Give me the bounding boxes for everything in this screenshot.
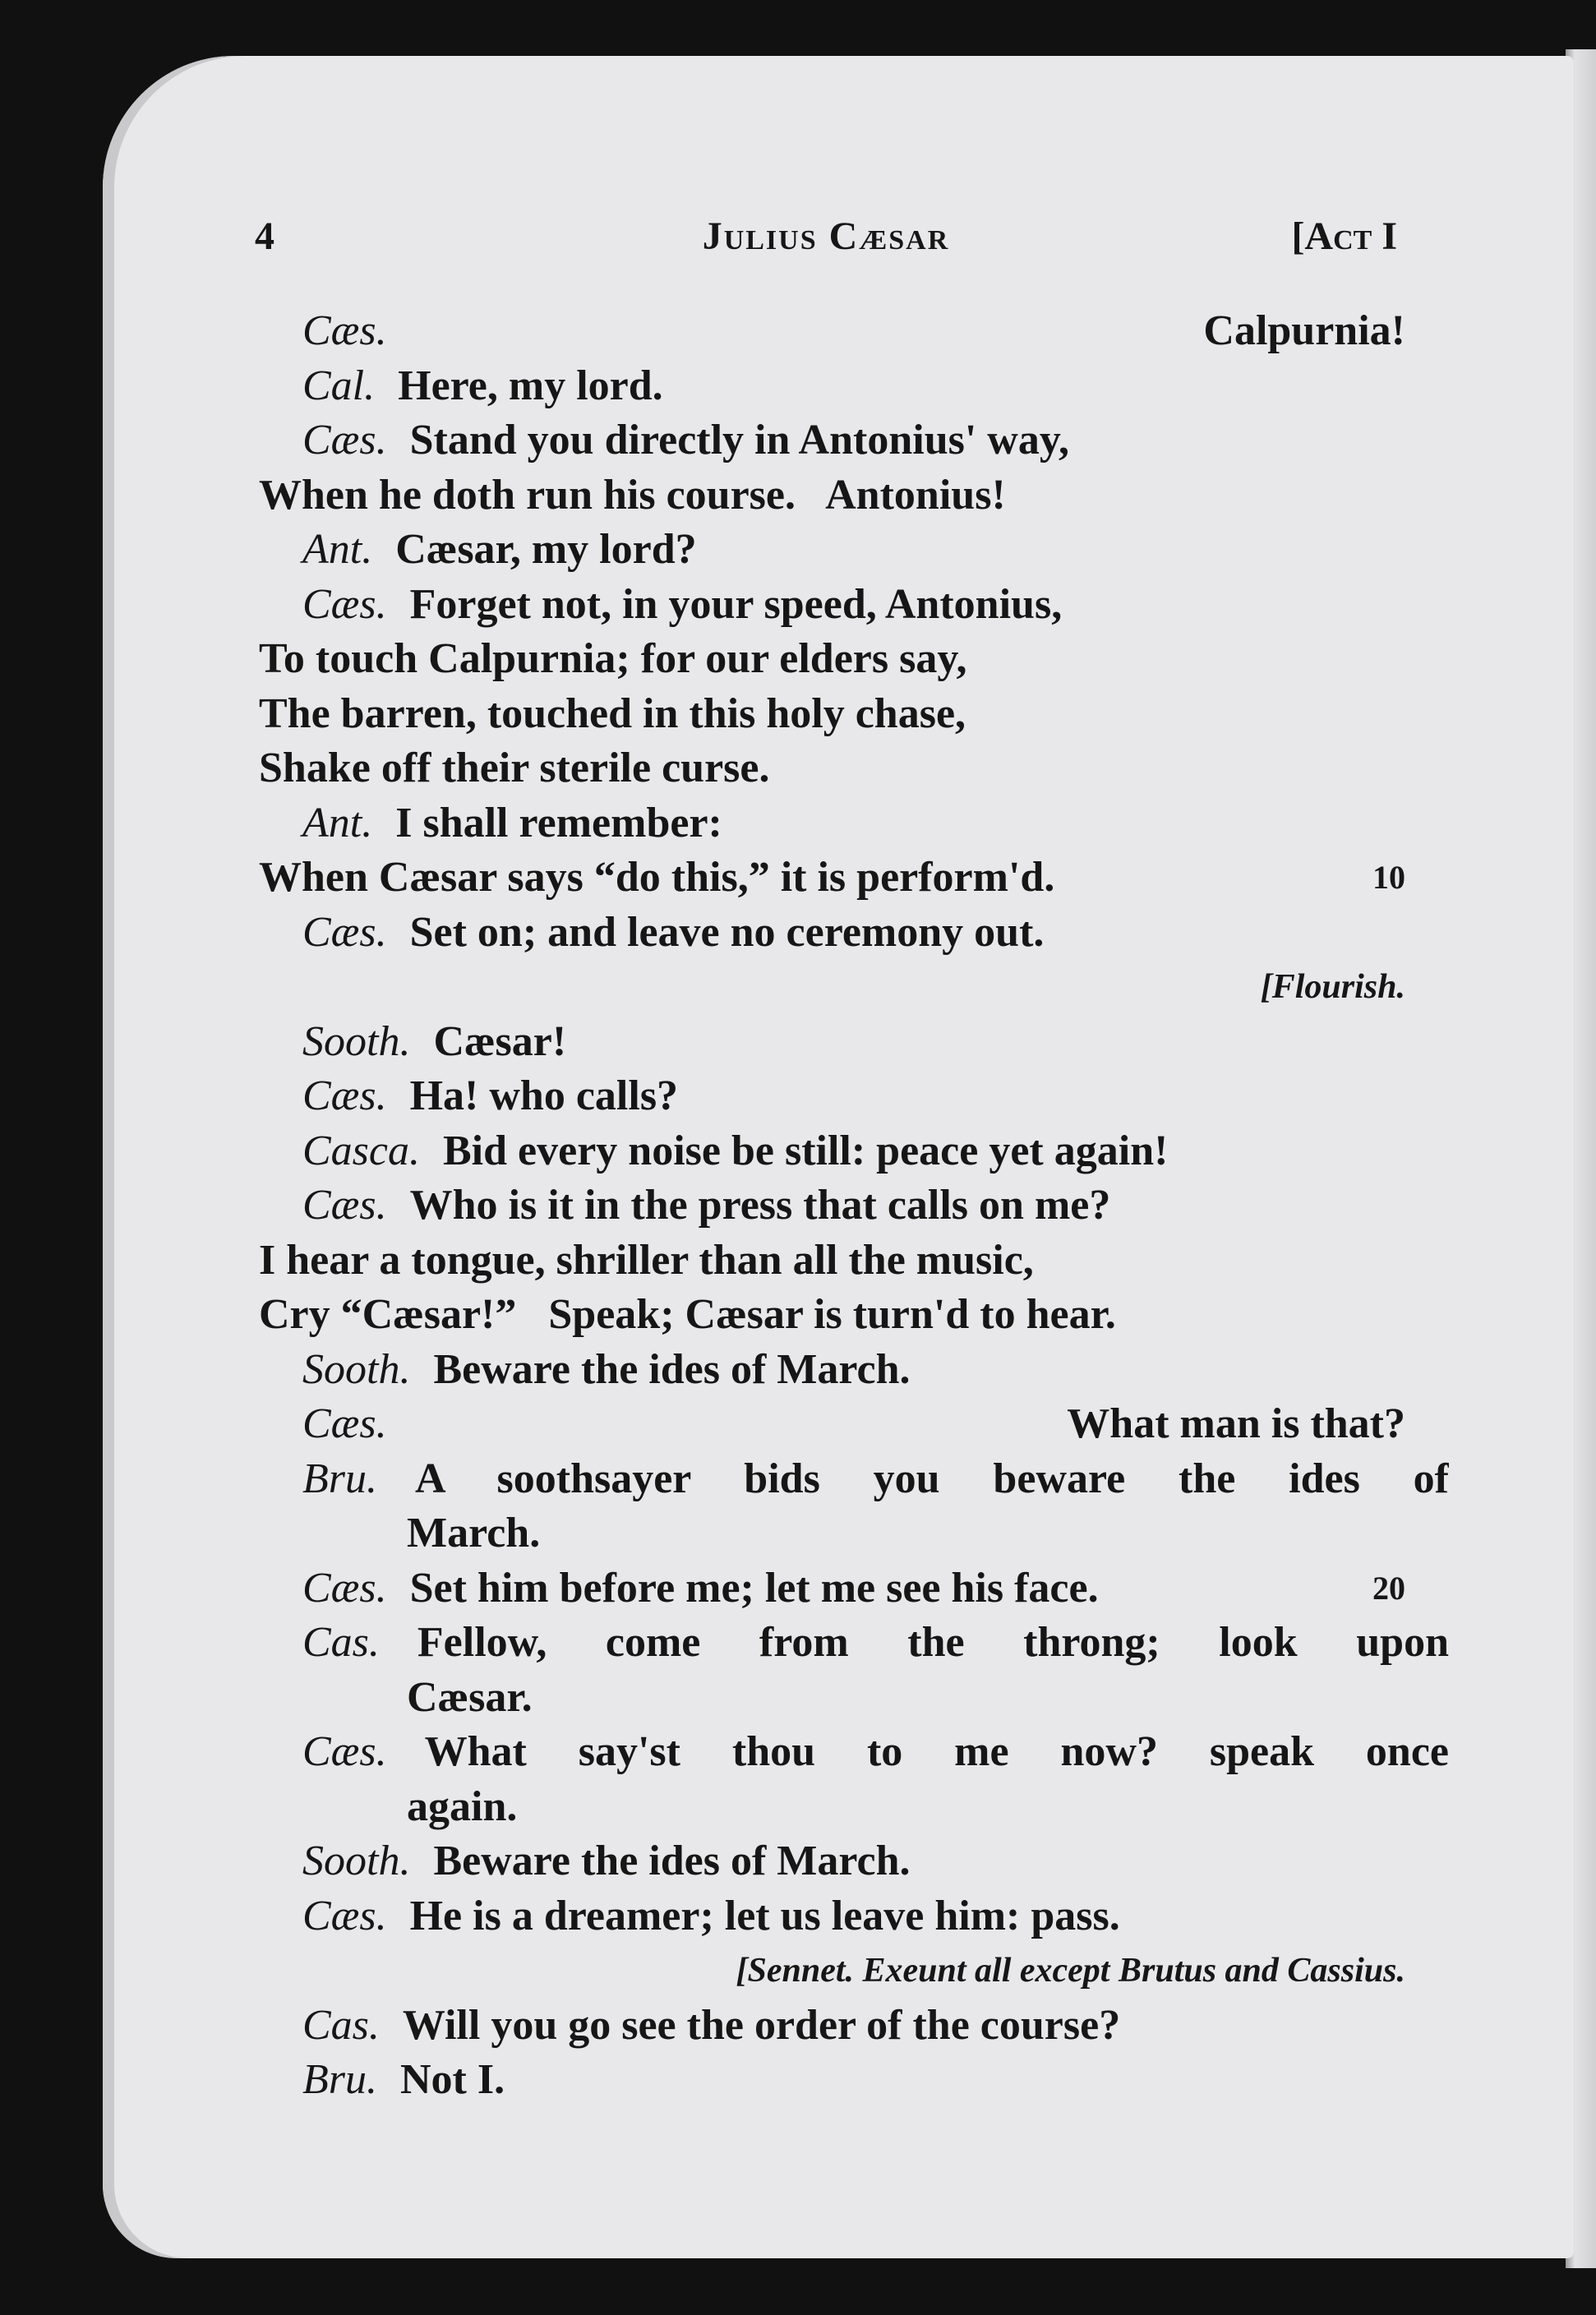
line-text: Set him before me; let me see his face.: [409, 1564, 1099, 1612]
line-text: A soothsayer bids you beware the ides of: [415, 1455, 1449, 1502]
line-text: I hear a tongue, shriller than all the music,: [259, 1236, 1034, 1284]
speaker-name: Sooth.: [302, 1345, 411, 1393]
speaker-name: Casca.: [302, 1127, 420, 1174]
play-text: [259, 304, 1449, 2108]
line-text: Who is it in the press that calls on me?: [409, 1182, 1111, 1229]
line-text: Cry “Cæsar!” Speak; Cæsar is turn'd to hear.: [259, 1291, 1116, 1338]
line-text: He is a dreamer; let us leave him: pass.: [409, 1892, 1120, 1939]
line-text: When he doth run his course. Antonius!: [259, 471, 1006, 519]
verse-line: [259, 1234, 1405, 1289]
line-text: Beware the ides of March.: [433, 1838, 911, 1884]
line-text-right: Calpurnia!: [1203, 307, 1405, 354]
running-title: Julius Cæsar: [702, 214, 950, 258]
line-text: Fellow, come from the throng; look upon: [417, 1619, 1449, 1666]
speech-line: [259, 906, 1405, 961]
verse-continuation: Cæsar.: [407, 1673, 533, 1721]
line-text: Cæsar, my lord?: [395, 526, 697, 573]
speech-line: [259, 1343, 1405, 1398]
line-number: 10: [1372, 859, 1405, 896]
speaker-name: Bru.: [302, 2056, 377, 2103]
speaker-name: Ant.: [302, 799, 373, 846]
line-text: What say'st thou to me now? speak once: [424, 1728, 1449, 1775]
speech-line: [259, 359, 1405, 414]
speaker-name: Cæs.: [302, 1892, 387, 1939]
speech-line: [259, 413, 1405, 468]
verse-line: [259, 1288, 1405, 1343]
speech-line: [259, 523, 1405, 578]
line-text: Not I.: [400, 2056, 505, 2103]
stage-direction: [Flourish.: [1260, 968, 1405, 1006]
speech-line: [259, 1452, 1449, 1507]
speaker-name: Cæs.: [302, 1400, 387, 1447]
line-text: Here, my lord.: [398, 362, 663, 409]
line-text: Forget not, in your speed, Antonius,: [409, 580, 1063, 628]
page-number: 4: [255, 214, 274, 258]
line-text: Beware the ides of March.: [433, 1345, 911, 1393]
speech-line: [259, 1834, 1405, 1889]
speech-line: [259, 578, 1405, 633]
verse-line: [259, 632, 1405, 687]
speaker-name: Cæs.: [302, 307, 387, 354]
verse-continuation: March.: [407, 1510, 541, 1556]
verse-line: [259, 741, 1405, 796]
speech-line: [259, 1397, 1405, 1452]
line-text: Will you go see the order of the course?: [402, 2001, 1121, 2049]
verse-continuation: again.: [407, 1782, 518, 1830]
line-text: Set on; and leave no ceremony out.: [409, 908, 1045, 956]
line-text: Bid every noise be still: peace yet again!: [443, 1127, 1169, 1174]
speaker-name: Cas.: [302, 2001, 380, 2049]
speech-line: [259, 1616, 1449, 1671]
verse-line: [259, 687, 1405, 742]
speaker-name: Cæs.: [302, 908, 387, 956]
line-text: Cæsar!: [433, 1017, 567, 1065]
speaker-name: Cæs.: [302, 1564, 387, 1612]
speech-line: [259, 304, 1405, 359]
speaker-name: Cal.: [302, 362, 376, 409]
speaker-name: Cæs.: [302, 1182, 387, 1229]
verse-line: [259, 468, 1405, 523]
speaker-name: Cæs.: [302, 1728, 387, 1775]
stage-direction: [Sennet. Exeunt all except Brutus and Cassius.: [736, 1952, 1405, 1990]
line-text: The barren, touched in this holy chase,: [259, 689, 966, 737]
speaker-name: Ant.: [302, 526, 373, 573]
verse-line: [259, 851, 1405, 906]
speech-line: [259, 1889, 1405, 1944]
speaker-name: Cæs.: [302, 1072, 387, 1119]
speaker-name: Cas.: [302, 1619, 380, 1666]
speech-line: [259, 1999, 1405, 2054]
line-text: To touch Calpurnia; for our elders say,: [259, 635, 967, 682]
speaker-name: Bru.: [302, 1455, 377, 1502]
line-text: Ha! who calls?: [409, 1072, 679, 1119]
speaker-name: Cæs.: [302, 580, 387, 628]
line-text: When Cæsar says “do this,” it is perform'd.: [259, 854, 1055, 901]
speech-line: [259, 1069, 1405, 1124]
speech-line: [259, 1725, 1449, 1780]
speech-line: [259, 796, 1405, 851]
speaker-name: Cæs.: [302, 417, 387, 463]
speech-line: [259, 1561, 1405, 1616]
speech-line: [259, 1015, 1405, 1070]
line-text: Stand you directly in Antonius' way,: [409, 417, 1069, 463]
act-marker: [Act I: [1291, 214, 1397, 258]
line-text: I shall remember:: [395, 799, 722, 846]
speech-line: [259, 2053, 1405, 2108]
speaker-name: Sooth.: [302, 1017, 411, 1065]
speaker-name: Sooth.: [302, 1838, 411, 1884]
line-text-right: What man is that?: [1067, 1400, 1405, 1447]
speech-line: [259, 1124, 1405, 1179]
line-number: 20: [1372, 1569, 1405, 1607]
running-header: [255, 214, 1397, 263]
speech-line: [259, 1178, 1405, 1234]
line-text: Shake off their sterile curse.: [259, 745, 770, 791]
